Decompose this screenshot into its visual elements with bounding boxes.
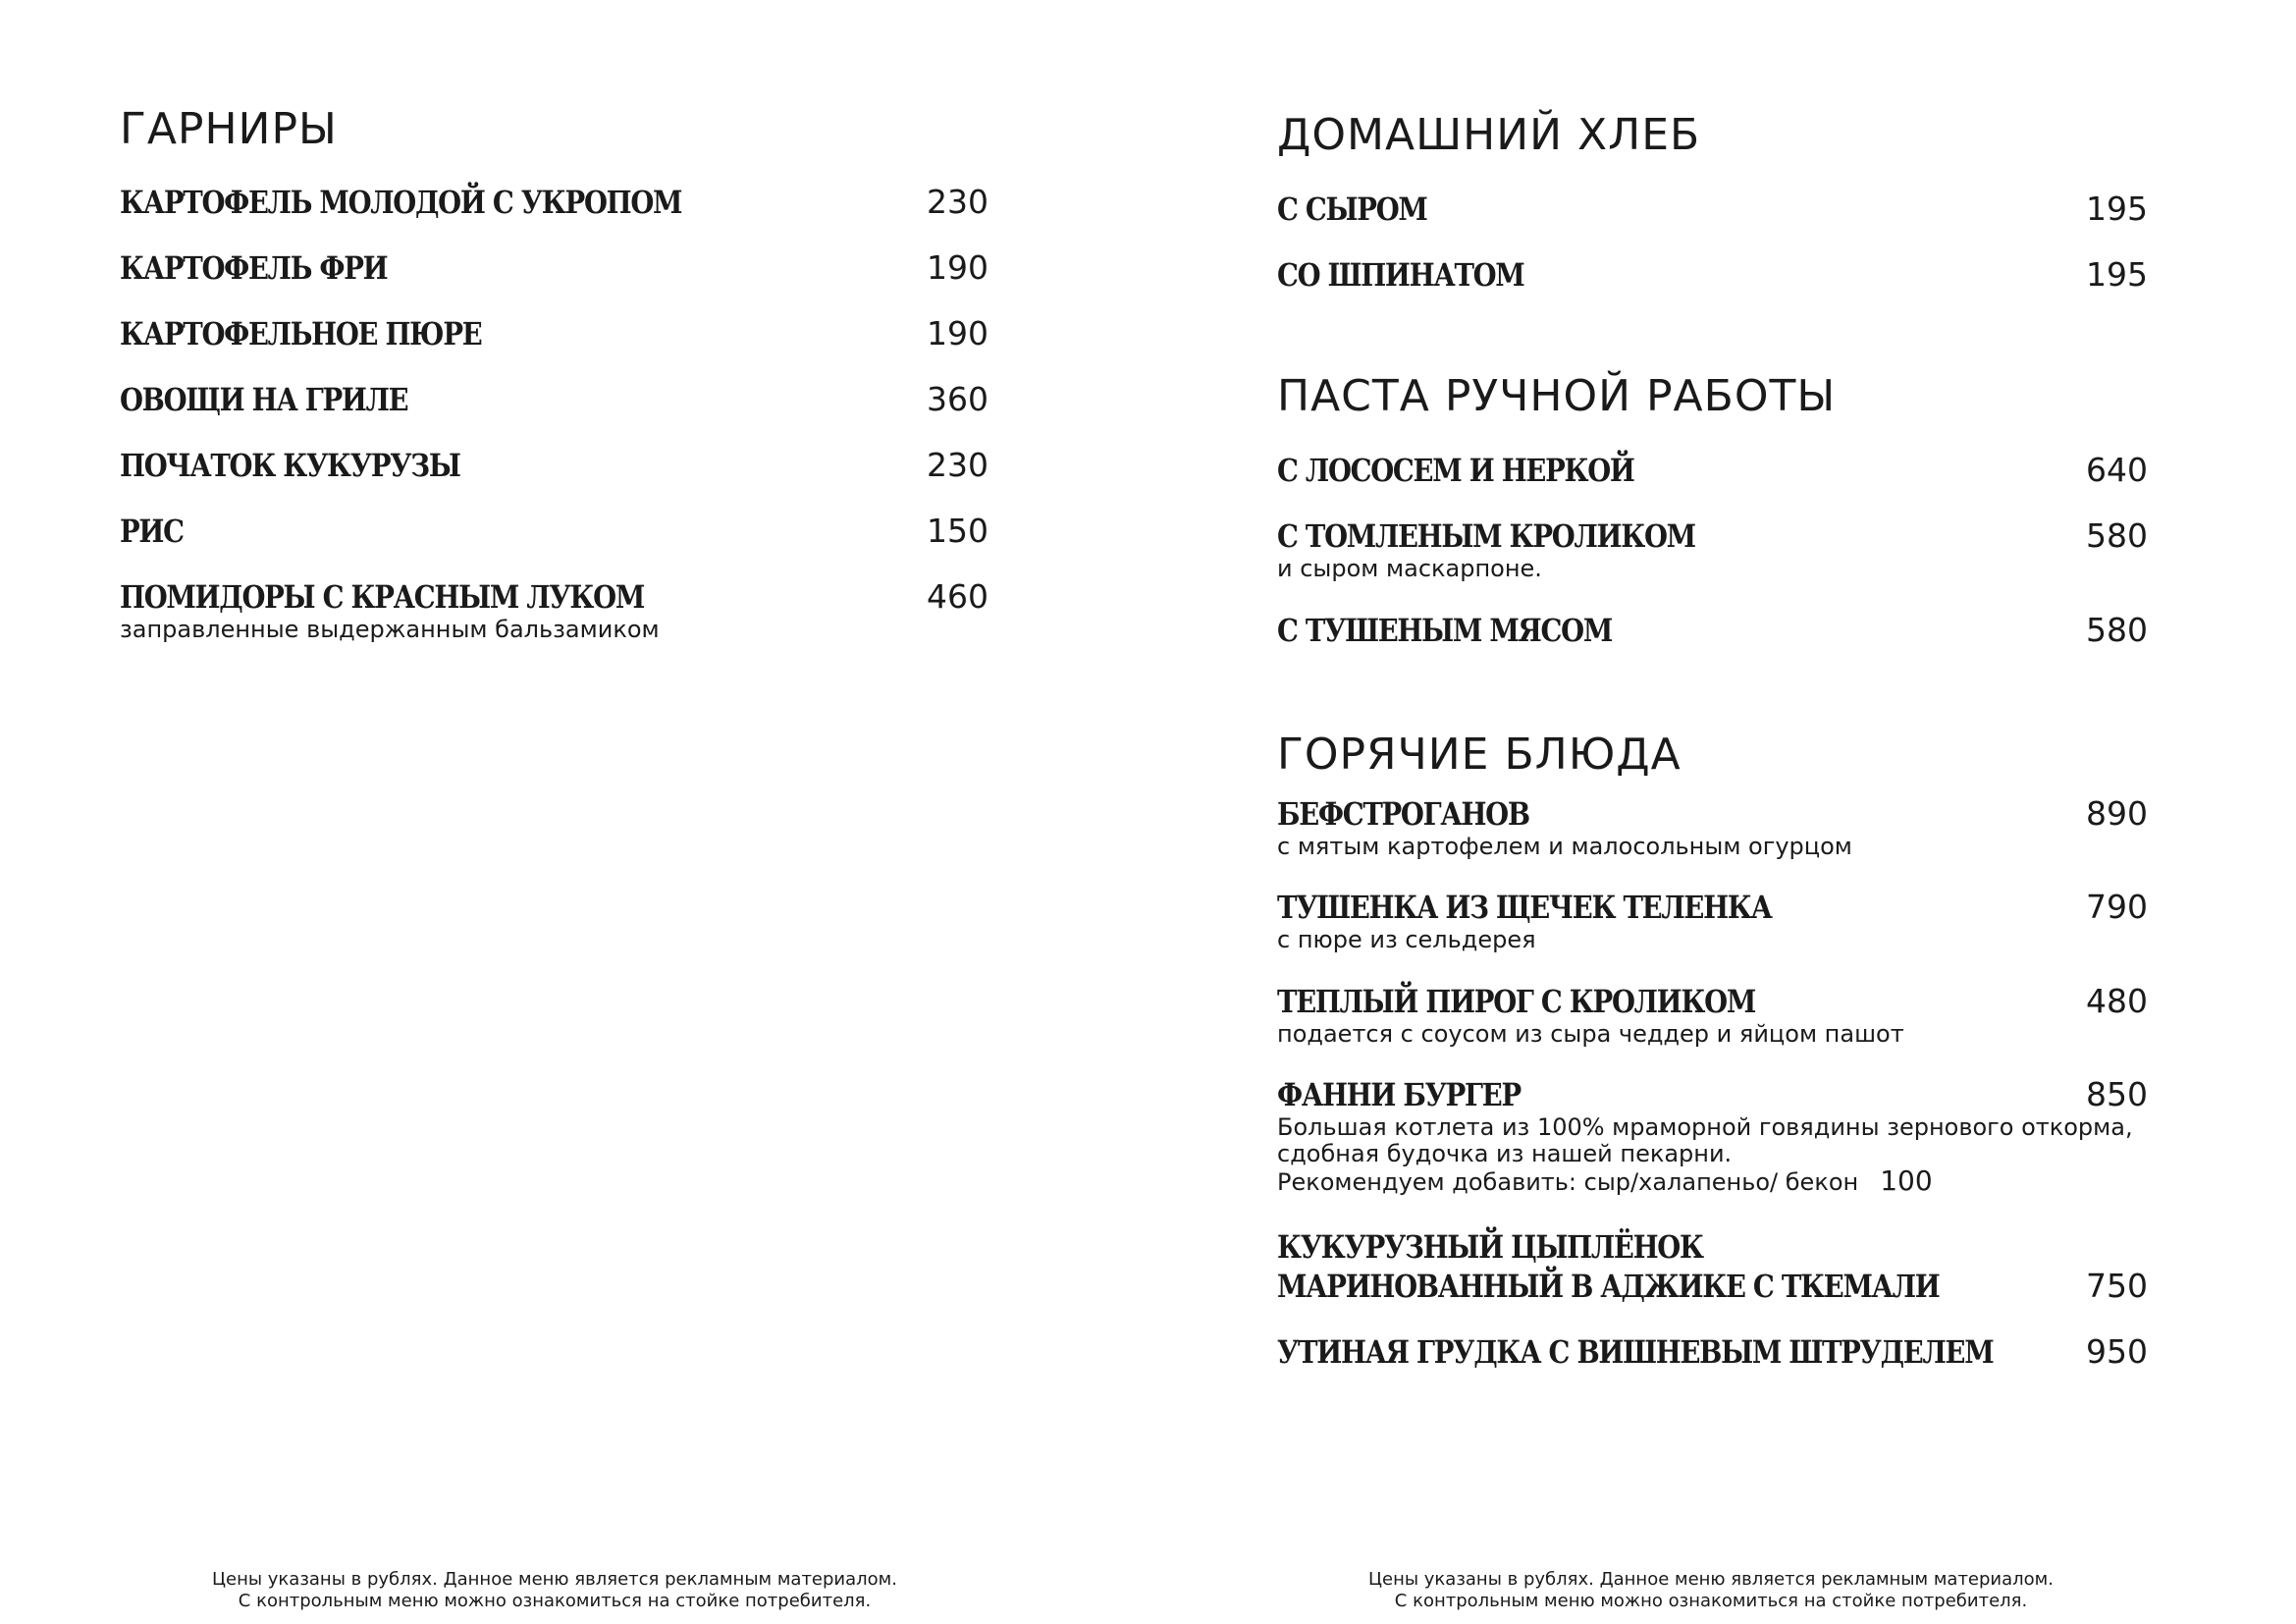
item-name: ПОМИДОРЫ С КРАСНЫМ ЛУКОМ [120,578,645,616]
section-title-pasta: ПАСТА РУЧНОЙ РАБОТЫ [1277,371,1837,421]
item-price: 190 [927,248,988,287]
item-name: С ТУШЕНЫМ МЯСОМ [1277,612,1613,649]
footer-line: С контрольным меню можно ознакомиться на стойке потребителя. [238,1591,872,1611]
item-price: 580 [2086,516,2148,555]
item-price: 640 [2086,451,2148,489]
menu-item [120,248,988,288]
item-price: 580 [2086,611,2148,649]
legal-footer [1338,1569,2084,1612]
item-name: МАРИНОВАННЫЙ В АДЖИКЕ С ТКЕМАЛИ [1277,1268,1940,1305]
menu-item [1277,794,2148,860]
menu-item [120,380,988,419]
item-name: УТИНАЯ ГРУДКА С ВИШНЕВЫМ ШТРУДЕЛЕМ [1277,1333,1994,1371]
item-description: Большая котлета из 100% мраморной говядины зернового откорма, [1277,1113,2133,1141]
section-title-bread: ДОМАШНИЙ ХЛЕБ [1277,110,1701,160]
footer-line: С контрольным меню можно ознакомиться на стойке потребителя. [1394,1591,2028,1611]
right-menu-page [1148,0,2296,1624]
item-price: 195 [2086,189,2148,228]
item-name: ФАННИ БУРГЕР [1277,1076,1521,1113]
addon-price: 100 [1880,1164,1933,1197]
item-price: 360 [927,380,988,418]
item-description: с мятым картофелем и малосольным огурцом [1277,833,1852,860]
item-price: 790 [2086,888,2148,926]
menu-item [1277,611,2148,650]
item-name: КУКУРУЗНЫЙ ЦЫПЛЁНОК [1277,1228,1703,1266]
menu-item [120,446,988,485]
legal-footer [182,1569,928,1612]
menu-item [1277,982,2148,1048]
item-name: ОВОЩИ НА ГРИЛЕ [120,381,408,418]
item-name: ТУШЕНКА ИЗ ЩЕЧЕК ТЕЛЕНКА [1277,889,1772,926]
item-name: С ТОМЛЕНЫМ КРОЛИКОМ [1277,517,1695,555]
item-price: 195 [2086,255,2148,294]
item-price: 230 [927,446,988,484]
item-name: КАРТОФЕЛЬНОЕ ПЮРЕ [120,315,482,352]
item-name: РИС [120,513,184,550]
item-price: 230 [927,183,988,221]
menu-item [1277,1227,2148,1306]
item-name: С СЫРОМ [1277,190,1427,228]
menu-item [1277,189,2148,229]
item-price: 750 [2086,1267,2148,1305]
menu-item [1277,1332,2148,1372]
item-name: КАРТОФЕЛЬ ФРИ [120,249,388,287]
addon-text: Рекомендуем добавить: сыр/халапеньо/ бекон [1277,1168,1859,1196]
item-price: 480 [2086,982,2148,1020]
item-name: СО ШПИНАТОМ [1277,256,1524,294]
footer-line: Цены указаны в рублях. Данное меню является рекламным материалом. [1368,1569,2054,1590]
item-name: ПОЧАТОК КУКУРУЗЫ [120,447,460,484]
item-name: КАРТОФЕЛЬ МОЛОДОЙ С УКРОПОМ [120,184,682,221]
menu-item [120,512,988,551]
item-price: 460 [927,577,988,616]
menu-item [1277,516,2148,582]
section-title-garnish: ГАРНИРЫ [120,104,338,154]
menu-item [120,314,988,353]
menu-item [1277,451,2148,490]
item-price: 850 [2086,1075,2148,1113]
menu-item [120,577,988,643]
menu-item [120,183,988,222]
item-price: 950 [2086,1332,2148,1371]
item-name: С ЛОСОСЕМ И НЕРКОЙ [1277,452,1634,489]
item-description: подается с соусом из сыра чеддер и яйцом пашот [1277,1020,1904,1048]
addon-line [1277,1164,2148,1197]
section-title-hot-dishes: ГОРЯЧИЕ БЛЮДА [1277,730,1682,780]
menu-item [1277,1075,2148,1196]
item-price: 190 [927,314,988,352]
item-price: 890 [2086,794,2148,833]
footer-line: Цены указаны в рублях. Данное меню является рекламным материалом. [212,1569,897,1590]
item-description: заправленные выдержанным бальзамиком [120,616,660,643]
item-name: БЕФСТРОГАНОВ [1277,795,1529,833]
item-description: с пюре из сельдерея [1277,926,1536,953]
item-name: ТЕПЛЫЙ ПИРОГ С КРОЛИКОМ [1277,983,1755,1020]
menu-item [1277,255,2148,295]
item-description: и сыром маскарпоне. [1277,555,1542,582]
item-price: 150 [927,512,988,550]
item-description: сдобная будочка из нашей пекарни. [1277,1140,1733,1167]
menu-item [1277,888,2148,953]
